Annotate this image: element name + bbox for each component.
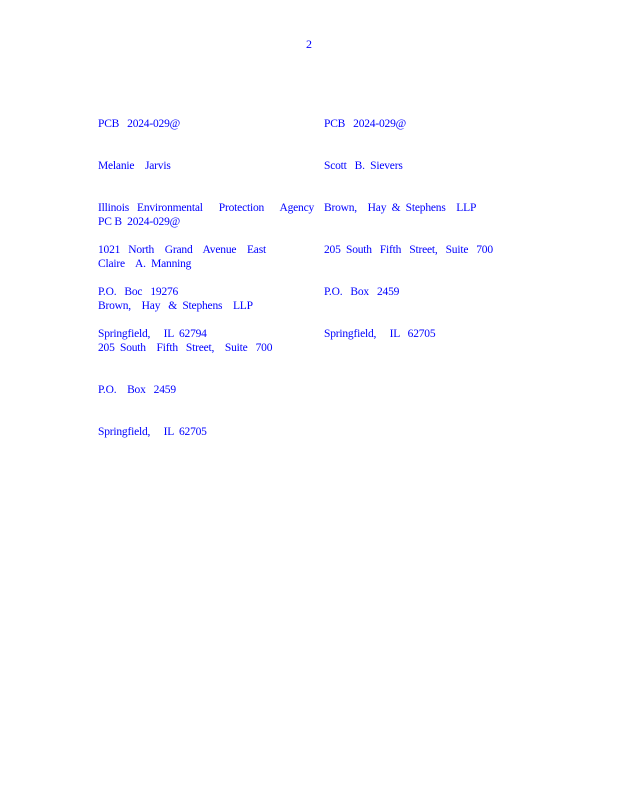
page-number: 2 [306, 37, 312, 51]
address-line: Brown, Hay & Stephens LLP [324, 202, 477, 214]
address-line: PCB 2024-029@ [98, 118, 181, 130]
address-line: PCB 2024-029@ [324, 118, 407, 130]
address-line: Brown, Hay & Stephens LLP [98, 300, 253, 312]
address-block-manning [98, 187, 315, 453]
address-line: P.O. Boc 19276 [98, 286, 179, 298]
address-line: Illinois Environmental Protection Agency [98, 202, 315, 214]
address-line: Claire A. Manning [98, 258, 192, 270]
address-line: 205 South Fifth Street, Suite 700 [98, 342, 273, 354]
address-line: 1021 North Grand Avenue East [98, 244, 266, 256]
address-line: PC B 2024-029@ [98, 216, 181, 228]
address-line: Springfield, IL 62705 [324, 328, 436, 340]
address-line: Springfield, IL 62705 [98, 426, 207, 438]
address-line: Springfield, IL 62794 [98, 328, 207, 340]
address-block-sievers [324, 89, 524, 355]
address-line: 205 South Fifth Street, Suite 700 [324, 244, 493, 256]
address-line: Scott B. Sievers [324, 160, 403, 172]
address-line: Melanie Jarvis [98, 160, 171, 172]
address-line: P.O. Box 2459 [324, 286, 400, 298]
address-line: P.O. Box 2459 [98, 384, 176, 396]
